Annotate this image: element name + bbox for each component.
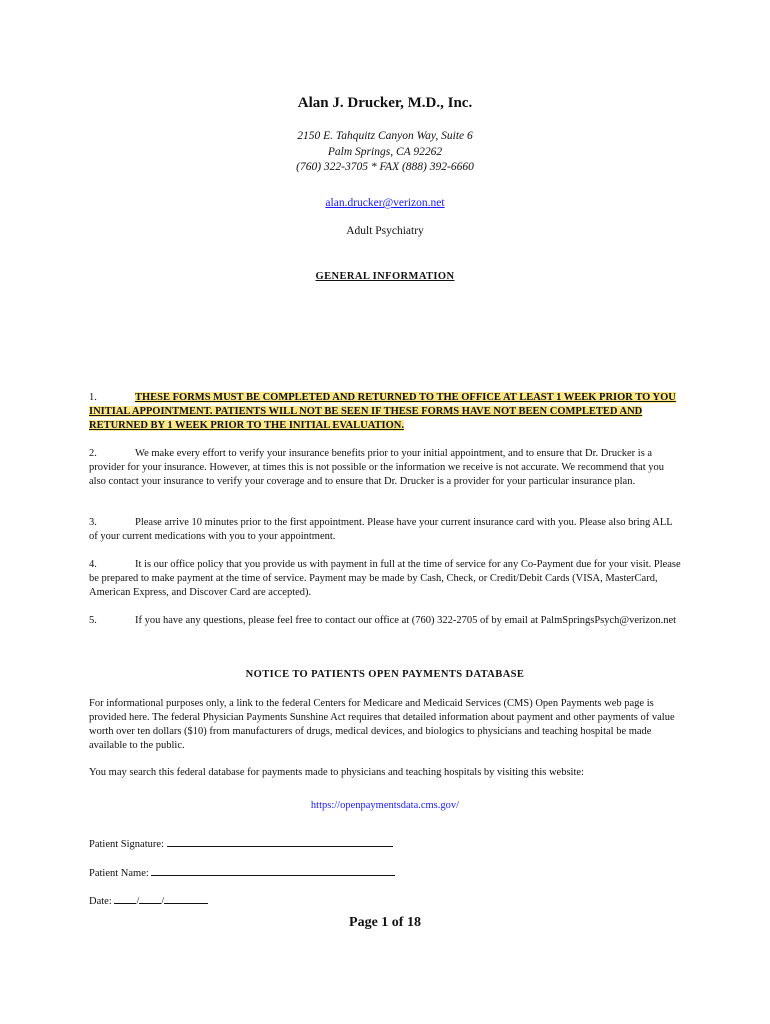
date-field: Date: / /: [89, 893, 208, 907]
list-item: [89, 447, 681, 489]
patient-name-line[interactable]: [151, 865, 395, 876]
general-information-heading: GENERAL INFORMATION: [315, 271, 455, 282]
signature-field: [89, 836, 393, 850]
date-day-line[interactable]: [139, 893, 161, 904]
item-number: 3.: [89, 517, 97, 528]
item-text: We make every effort to verify your insurance benefits prior to your initial appointment, and to ensure that Dr. Drucker is a provider for your insurance. However, at times this is not possible or the information we receive is not accurate. We recommend that you also contact your insurance to verify your coverage and to ensure that Dr. Drucker is a provider for your particular insurance plan.: [89, 448, 664, 487]
item-text-highlighted: THESE FORMS MUST BE COMPLETED AND RETURNED TO THE OFFICE AT LEAST 1 WEEK PRIOR TO YOU INITIAL APPOINTMENT. PATIENTS WILL NOT BE SEEN IF THESE FORMS HAVE NOT BEEN COMPLETED AND RETURNED BY 1 WEEK PRIOR TO THE INITIAL EVALUATION.: [89, 392, 676, 431]
phone-fax: (760) 322-3705 * FAX (888) 392-6660: [296, 161, 474, 173]
item-number: 1.: [89, 392, 97, 403]
signature-label: Patient Signature:: [89, 839, 164, 850]
link-row: [0, 795, 770, 813]
open-payments-link[interactable]: https://openpaymentsdata.cms.gov/: [310, 800, 460, 811]
patient-name-field: [89, 865, 395, 879]
item-text: If you have any questions, please feel free to contact our office at (760) 322-2705 of by email at PalmSpringsPsych@verizon.net: [135, 615, 677, 626]
date-year-line[interactable]: [164, 893, 208, 904]
address-line-1: 2150 E. Tahquitz Canyon Way, Suite 6: [297, 130, 473, 142]
open-payments-paragraph: For informational purposes only, a link to the federal Centers for Medicare and Medicaid Services (CMS) Open Payments web page is provided here. The federal Physician Payments Sunshine Act requires that detailed information about payment and other payments of value worth over ten dollars ($10) from manufacturers of drugs, medical devices, and biologics to physicians and teaching hospital be made available to the public.: [89, 698, 675, 751]
list-item: [89, 391, 681, 433]
date-label: Date:: [89, 896, 112, 907]
item-number: 2.: [89, 448, 97, 459]
specialty: Adult Psychiatry: [346, 225, 424, 237]
item-number: 5.: [89, 615, 97, 626]
list-item: [89, 558, 681, 600]
item-text: Please arrive 10 minutes prior to the first appointment. Please have your current insurance card with you. Please also bring ALL of your current medications with you to your appointment.: [89, 517, 673, 542]
address-block: [0, 129, 770, 176]
page-number: Page 1 of 18: [349, 915, 421, 930]
item-number: 4.: [89, 559, 97, 570]
item-text: It is our office policy that you provide us with payment in full at the time of service for any Co-Payment due for your visit. Please be prepared to make payment at the time of service. Payment may be made by Cash, Check, or Credit/Debit Cards (VISA, MasterCard, American Express, and Discover Card are accepted).: [89, 559, 681, 598]
list-item: [89, 516, 681, 544]
email-row: [0, 193, 770, 211]
address-line-2: Palm Springs, CA 92262: [327, 145, 443, 158]
signature-line[interactable]: [167, 836, 393, 847]
search-instructions: You may search this federal database for payments made to physicians and teaching hospitals by visiting this website:: [89, 767, 584, 778]
patient-name-label: Patient Name:: [89, 868, 149, 879]
practice-name: Alan J. Drucker, M.D., Inc.: [297, 95, 473, 111]
date-month-line[interactable]: [114, 893, 136, 904]
open-payments-heading: NOTICE TO PATIENTS OPEN PAYMENTS DATABASE: [245, 669, 525, 680]
email-link[interactable]: alan.drucker@verizon.net: [325, 197, 445, 209]
list-item: [89, 614, 681, 628]
